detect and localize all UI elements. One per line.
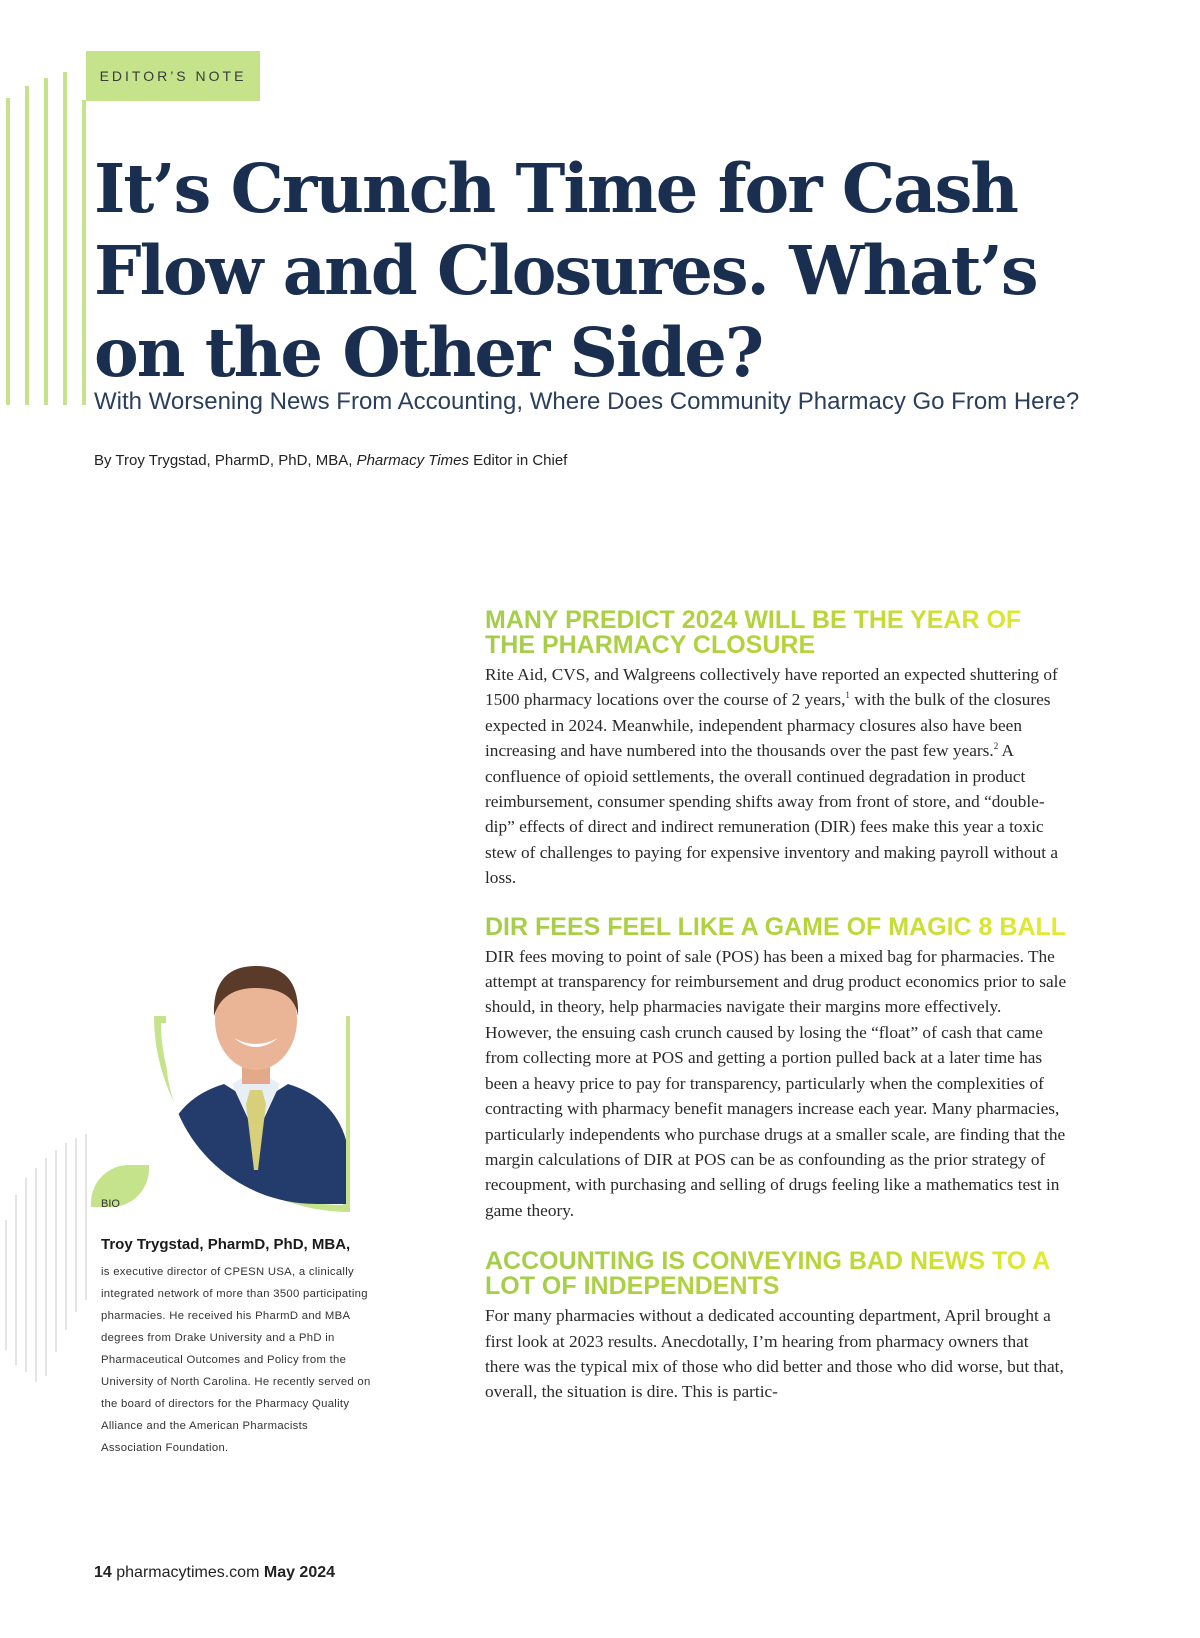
bio-text: is executive director of CPESN USA, a clinically integrated network of more than 3500 participating pharmacies. He received his PharmD and MBA degrees from Drake University and a PhD in Pharmaceutical Outcomes and Policy from the University of North Carolina. He recently served on the board of directors for the Pharmacy Quality Alliance and the American Pharmacists Association Foundation. (101, 1266, 371, 1454)
byline-publication: Pharmacy Times (356, 452, 469, 469)
section-paragraph (485, 662, 1067, 891)
author-photo-frame (148, 958, 360, 1214)
byline (94, 452, 894, 469)
paragraph-text: Rite Aid, CVS, and Walgreens collectively have reported an expected shuttering of 1500 pharmacy locations over the course of 2 years, (485, 665, 1058, 710)
article-title: It’s Crunch Time for Cash Flow and Closures. What’s on the Other Side? (94, 149, 1037, 392)
section-heading: MANY PREDICT 2024 WILL BE THE YEAR OF THE PHARMACY CLOSURE (485, 608, 1067, 658)
bio-label: BIO (101, 1198, 120, 1210)
paragraph-text: with the bulk of the closures expected in 2024. Meanwhile, independent pharmacy closures also have been increasing and have numbered into the thousands over the past few years. (485, 690, 1051, 761)
article-body (485, 608, 1067, 1405)
article-section-accounting (485, 1249, 1067, 1405)
byline-role: Editor in Chief (473, 452, 568, 469)
article-section-closures (485, 608, 1067, 891)
section-heading: DIR FEES FEEL LIKE A GAME OF MAGIC 8 BALL (485, 912, 1067, 941)
page-footer (94, 1564, 335, 1582)
paragraph-text: A confluence of opioid settlements, the overall continued degradation in product reimbursement, consumer spending shifts away from front of store, and “double-dip” effects of direct and indirect remuneration (DIR) fees make this year a toxic stew of challenges to paying for expensive inventory and making payroll without a loss. (485, 741, 1059, 888)
article-subtitle: With Worsening News From Accounting, Where Does Community Pharmacy Go From Here? (94, 388, 1080, 415)
article-section-dir-fees (485, 912, 1067, 1223)
page-number: 14 (94, 1564, 112, 1581)
footnote-ref: 1 (845, 690, 850, 701)
author-photo (166, 958, 346, 1204)
section-tag: EDITOR’S NOTE (86, 51, 260, 101)
byline-author: By Troy Trygstad, PharmD, PhD, MBA, (94, 452, 353, 469)
footer-issue: May 2024 (263, 1564, 336, 1581)
footer-site: pharmacytimes.com (116, 1564, 260, 1581)
bio-name: Troy Trygstad, PharmD, PhD, MBA, (101, 1236, 351, 1253)
section-paragraph: For many pharmacies without a dedicated accounting department, April brought a first look at 2023 results. Anecdotally, I’m hearing from pharmacy owners that there was the typical mix of those who did better and those who did worse, but that, overall, the situation is dire. This is partic- (485, 1306, 1064, 1402)
footnote-ref: 2 (993, 741, 999, 752)
section-paragraph: DIR fees moving to point of sale (POS) has been a mixed bag for pharmacies. The attempt at transparency for reimbursement and drug product economics prior to sale should, in theory, help pharmacies navigate their margins more effectively. However, the ensuing cash crunch caused by losing the “float” of cash that came from collecting more at POS and getting a portion pulled back at a later time has been a heavy price to pay for transparency, particularly when the complexities of contracting with pharmacy benefit managers increase each year. Many pharmacies, particularly independents who purchase drugs at a smaller scale, are finding that the margin calculations of DIR at POS can be as confounding as the prior strategy of recoupment, with purchasing and selling of drugs feeling like a mathematics test in game theory. (485, 946, 1067, 1220)
section-heading: ACCOUNTING IS CONVEYING BAD NEWS TO A LOT OF INDEPENDENTS (485, 1249, 1067, 1299)
